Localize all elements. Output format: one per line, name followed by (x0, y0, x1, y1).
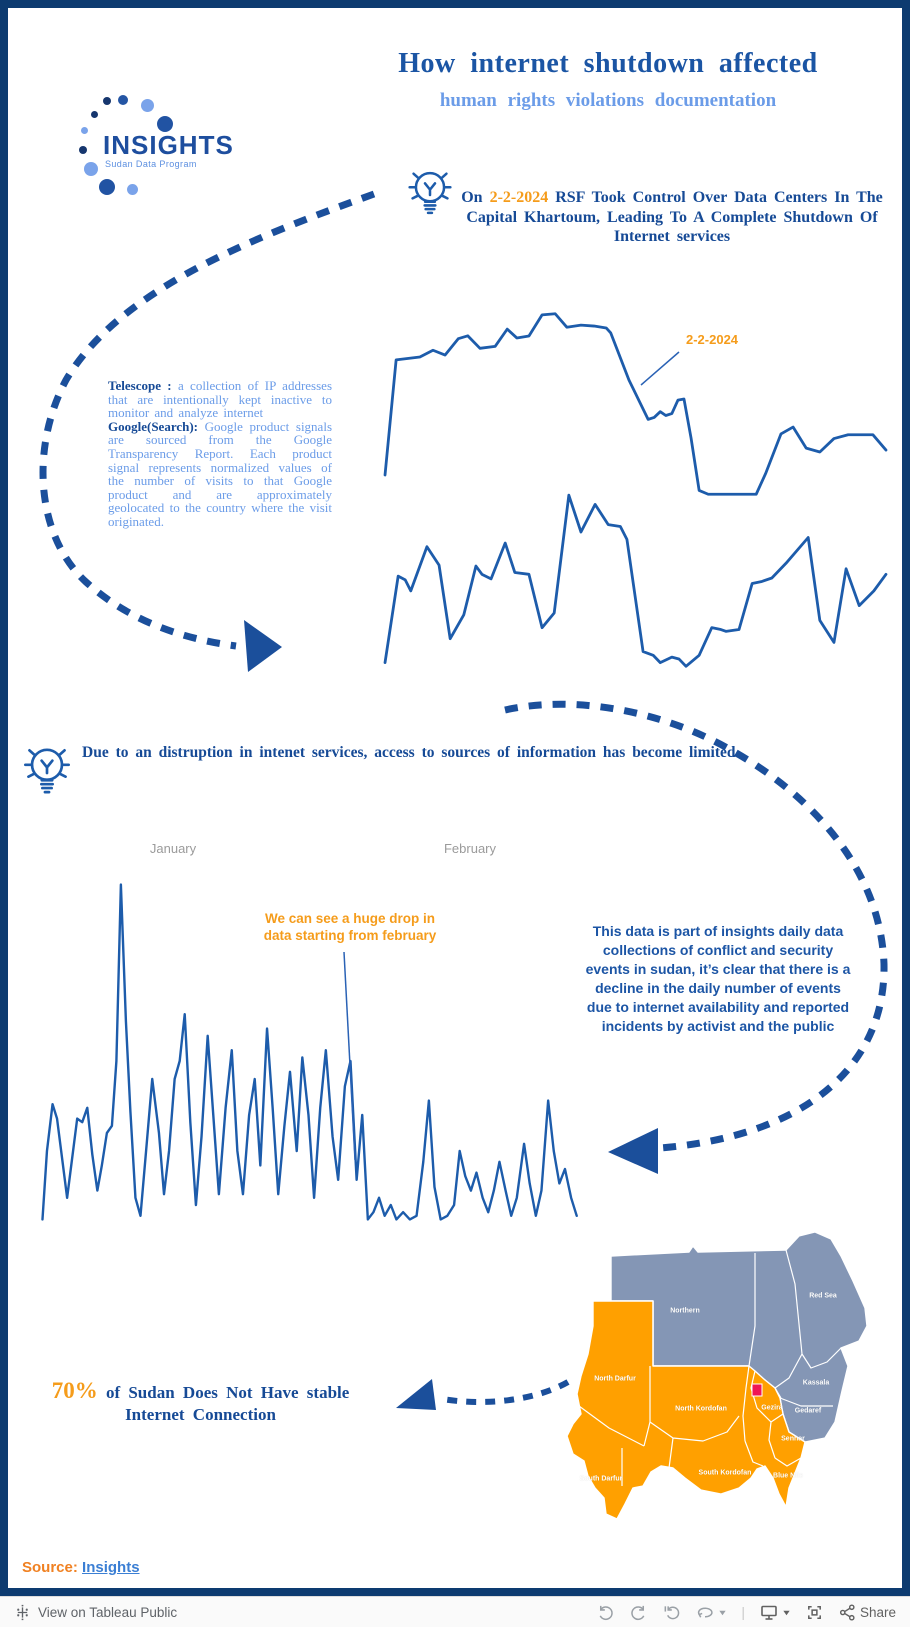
map-label: North Darfur (594, 1375, 636, 1383)
download-button[interactable] (759, 1602, 791, 1622)
map-label: South Darfur (579, 1475, 623, 1483)
page-subtitle: human rights violations documentation (439, 90, 777, 111)
map-label: Gedaref (794, 1407, 822, 1415)
google-search-line-chart[interactable] (383, 486, 888, 670)
view-on-tableau-public-link[interactable] (14, 1604, 177, 1621)
chevron-down-icon[interactable] (782, 1608, 791, 1617)
stat-70-percent: 70% (51, 1378, 98, 1403)
footer-toolbar (596, 1602, 896, 1622)
page-title: How internet shutdown affected (398, 48, 818, 79)
sudan-map[interactable] (543, 1226, 873, 1526)
fact1-rest: RSF Took Control Over Data Centers In The Capital Khartoum, Leading To A Complete Shutdown Of Internet services (466, 189, 883, 245)
logo-dot (103, 97, 111, 105)
undo-button[interactable] (596, 1603, 615, 1622)
source-label: Source: (22, 1559, 78, 1576)
toolbar-separator: | (741, 1604, 745, 1620)
logo-tagline: Sudan Data Program (105, 159, 197, 169)
logo-dot (118, 95, 128, 105)
map-label: Gezira (761, 1404, 783, 1412)
term-google-search: Google(Search): (108, 418, 199, 434)
share-button[interactable] (838, 1603, 896, 1622)
x-tick-february: February (443, 841, 497, 856)
khartoum-marker[interactable] (752, 1384, 762, 1396)
fact1-date-highlight: 2-2-2024 (489, 189, 549, 206)
map-label: Blue Nile (773, 1472, 803, 1480)
fact-disruption-text: Due to an distruption in intenet services, access to sources of information has become limited (82, 744, 736, 761)
arrowhead-downleft-icon (396, 1379, 436, 1410)
telescope-line-chart[interactable] (383, 308, 888, 500)
definitions-paragraph (108, 379, 332, 529)
source-line (22, 1559, 140, 1576)
share-icon (838, 1603, 857, 1622)
map-label: South Kordofan (698, 1469, 752, 1477)
map-label: Northern (670, 1307, 700, 1315)
map-label: Red Sea (809, 1292, 837, 1300)
logo-dot (141, 99, 154, 112)
lightbulb-icon (14, 726, 80, 818)
redo-button[interactable] (629, 1603, 648, 1622)
map-label: Kassala (802, 1379, 830, 1387)
logo-dot (99, 179, 115, 195)
fact1-prefix: On (461, 189, 490, 206)
annotation-date-label: 2-2-2024 (686, 332, 739, 347)
fact-connection-text (23, 1380, 378, 1426)
annotation-drop-label: We can see a huge drop in data starting from february (263, 911, 437, 943)
fact-shutdown-text (460, 188, 884, 247)
refresh-button[interactable] (695, 1603, 727, 1622)
map-label: Sennar (781, 1435, 805, 1443)
chevron-down-icon[interactable] (718, 1608, 727, 1617)
term-telescope: Telescope : (108, 378, 172, 393)
share-label: Share (859, 1604, 896, 1620)
def-google-search: Google product signals are sourced from the Google Transparency Report. Each product signal represents normalized values of the number of visits to that Google product and are approximately geolocated to the country where the visit originated. (108, 418, 332, 529)
arrowhead-right-icon (244, 620, 282, 672)
logo-dot (81, 127, 88, 134)
lightbulb-icon (399, 161, 461, 227)
map-label: North Kordofan (675, 1405, 727, 1413)
logo-dot (79, 146, 87, 154)
note-paragraph: This data is part of insights daily data collections of conflict and security events in sudan, it’s clear that there is a decline in the daily number of events due to internet availability and reported incidents by activist and the public (585, 923, 851, 1034)
logo-dot (91, 111, 98, 118)
fullscreen-button[interactable] (805, 1603, 824, 1622)
view-on-tableau-public-label: View on Tableau Public (38, 1604, 178, 1620)
x-tick-january: January (149, 841, 197, 856)
source-link[interactable]: Insights (82, 1559, 140, 1576)
def-telescope: a collection of IP addresses that are intentionally kept inactive to monitor and analyze internet (108, 378, 333, 421)
tableau-footer-bar (0, 1596, 910, 1627)
logo-dot (127, 184, 138, 195)
logo-dot (84, 162, 98, 176)
arrowhead-left-icon (608, 1128, 658, 1174)
logo-wordmark: INSIGHTS (103, 130, 234, 160)
replay-button[interactable] (662, 1603, 681, 1622)
tableau-logo-icon (14, 1604, 31, 1621)
fact3-rest: of Sudan Does Not Have stable Internet Connection (97, 1383, 350, 1424)
